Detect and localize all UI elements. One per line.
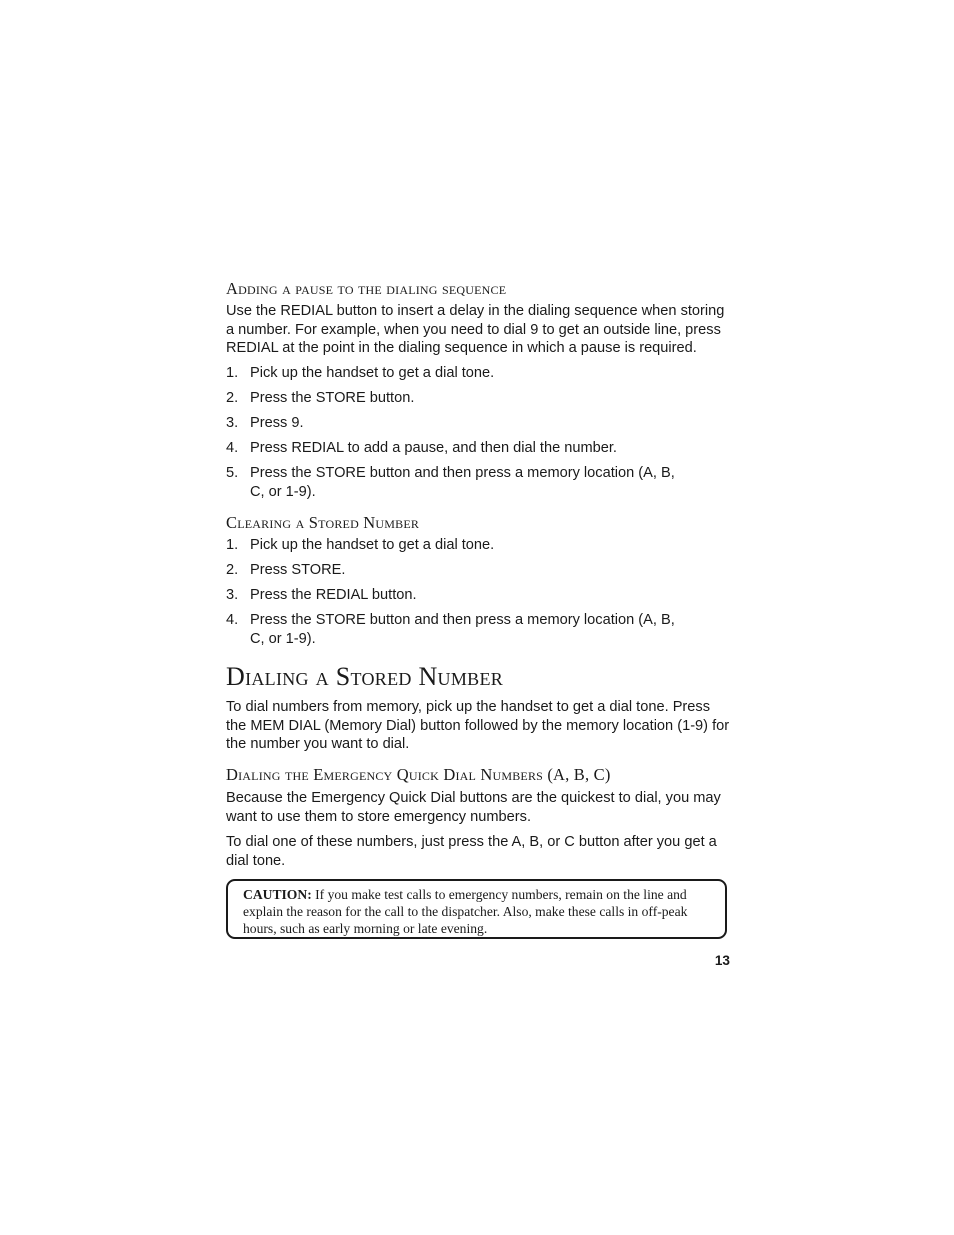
list-item-number: 1. <box>226 365 239 381</box>
list-item <box>226 464 731 501</box>
list-item-text: Press the STORE button. <box>250 390 415 406</box>
caution-text: If you make test calls to emergency numbers, remain on the line and explain the reason for the call to the dispatcher. Also, make these calls in off-peak hours, such as early morning or late evening. <box>243 887 688 936</box>
list-item-text: Press REDIAL to add a pause, and then dial the number. <box>250 440 617 456</box>
list-item <box>226 611 731 648</box>
list-item-text: Press 9. <box>250 415 304 431</box>
list-item <box>226 536 731 555</box>
list-item-number: 3. <box>226 415 239 431</box>
list-item-text: Press STORE. <box>250 562 346 578</box>
list-item <box>226 586 731 605</box>
list-item <box>226 414 731 433</box>
list-item <box>226 439 731 458</box>
list-item-number: 2. <box>226 562 239 578</box>
list-item-text: Press the STORE button and then press a memory location (A, B, C, or 1-9). <box>250 465 675 500</box>
list-item-text: Press the REDIAL button. <box>250 587 417 603</box>
list-item <box>226 389 731 408</box>
dialing-paragraph: To dial numbers from memory, pick up the handset to get a dial tone. Press the MEM DIAL (Memory Dial) button followed by the memory location (1-9) for the number you want to dial. <box>226 699 730 753</box>
list-item <box>226 561 731 580</box>
list-item-text: Pick up the handset to get a dial tone. <box>250 365 495 381</box>
list-item-number: 4. <box>226 612 239 628</box>
main-heading-dialing-stored-number: Dialing a Stored Number <box>226 662 504 691</box>
section-heading-emergency-quick-dial: Dialing the Emergency Quick Dial Numbers (A, B, C) <box>226 765 611 784</box>
list-item-number: 2. <box>226 390 239 406</box>
emergency-paragraph-1: Because the Emergency Quick Dial buttons are the quickest to dial, you may want to use them to store emergency numbers. <box>226 790 721 825</box>
page-number: 13 <box>714 953 730 968</box>
emergency-paragraph-2: To dial one of these numbers, just press the A, B, or C button after you get a dial tone. <box>226 834 717 869</box>
caution-box <box>226 879 727 939</box>
list-item-text: Pick up the handset to get a dial tone. <box>250 537 495 553</box>
section-intro-paragraph: Use the REDIAL button to insert a delay in the dialing sequence when storing a number. For example, when you need to dial 9 to get an outside line, press REDIAL at the point in the dialing sequence in which a pause is required. <box>226 303 725 357</box>
list-item <box>226 364 731 383</box>
section-heading-adding-pause: Adding a pause to the dialing sequence <box>226 279 507 298</box>
list-item-text: Press the STORE button and then press a memory location (A, B, C, or 1-9). <box>250 612 675 647</box>
list-item-number: 1. <box>226 537 239 553</box>
caution-label: CAUTION: <box>243 887 312 902</box>
section-heading-clearing: Clearing a Stored Number <box>226 513 420 532</box>
list-item-number: 3. <box>226 587 239 603</box>
list-item-number: 5. <box>226 465 239 481</box>
list-item-number: 4. <box>226 440 239 456</box>
